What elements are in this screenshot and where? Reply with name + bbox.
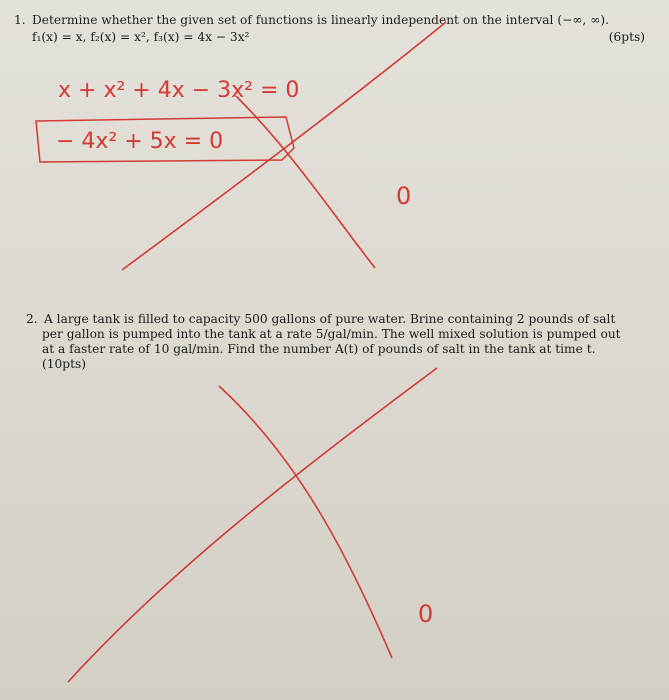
question-2-line-2: per gallon is pumped into the tank at a rate 5/gal/min. The well mixed solution is pumped out	[42, 327, 621, 341]
question-1-points: (6pts)	[608, 30, 645, 44]
handwritten-line-2: − 4x² + 5x = 0	[56, 129, 224, 154]
question-2-points: (10pts)	[42, 357, 86, 371]
question-2-line-1: 2. A large tank is filled to capacity 500 gallons of pure water. Brine containing 2 pounds of salt	[26, 312, 616, 326]
handwritten-line-1: x + x² + 4x − 3x² = 0	[58, 78, 300, 103]
question-1-text: Determine whether the given set of functions is linearly independent on the interval (−∞, ∞).	[32, 13, 609, 27]
question-1-functions: f₁(x) = x, f₂(x) = x², f₃(x) = 4x − 3x²	[32, 30, 250, 44]
question-1-number: 1.	[14, 13, 26, 27]
score-q2: 0	[418, 600, 434, 628]
score-q1: 0	[396, 182, 412, 210]
question-2-number: 2.	[26, 312, 38, 326]
cross-stroke-1b	[236, 96, 375, 268]
question-2-line-3: at a faster rate of 10 gal/min. Find the number A(t) of pounds of salt in the tank at time t.	[42, 342, 596, 356]
cross-stroke-2b	[219, 386, 392, 658]
